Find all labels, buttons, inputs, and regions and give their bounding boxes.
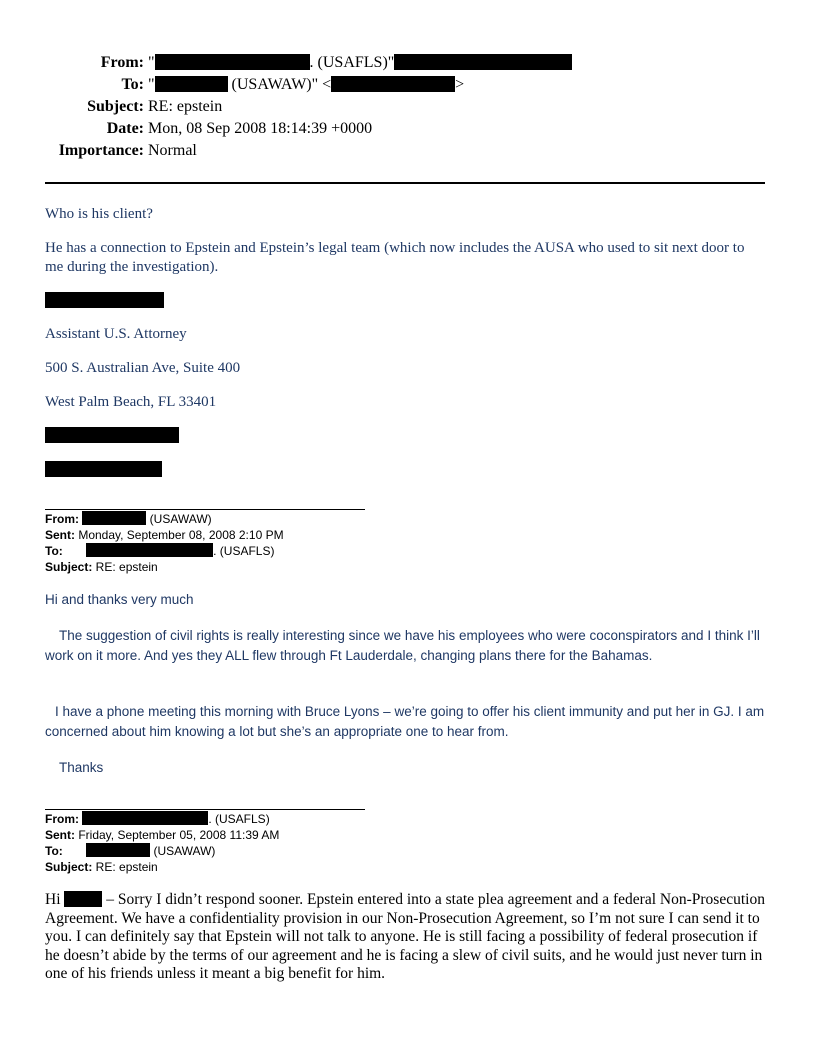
msg2-sent-row bbox=[45, 527, 284, 543]
msg2-to-row bbox=[45, 543, 284, 559]
msg2-paragraph-2: The suggestion of civil rights is really interesting since we have his employees who were coconspirators and I think I’ll work on it more. And yes they ALL flew through Ft Lauderdale, changing plans there for the Bahamas. bbox=[45, 628, 760, 663]
redaction-box bbox=[155, 54, 310, 70]
signature-email-redaction bbox=[45, 461, 162, 477]
msg3-subject-label: Subject: bbox=[45, 860, 93, 874]
msg3-from-label: From: bbox=[45, 812, 79, 826]
message-2-header bbox=[45, 511, 284, 575]
to-value: " (USAWAW)" < > bbox=[148, 76, 465, 93]
redaction-box bbox=[155, 76, 228, 92]
header-date-row bbox=[44, 118, 764, 140]
header-divider bbox=[45, 182, 765, 184]
importance-value: Normal bbox=[148, 142, 197, 159]
subject-label: Subject: bbox=[87, 98, 144, 115]
message-3-header bbox=[45, 811, 279, 875]
msg2-from-value: (USAWAW) bbox=[146, 512, 212, 526]
redaction-box bbox=[331, 76, 455, 92]
from-label: From: bbox=[100, 54, 144, 71]
signature-address: 500 S. Australian Ave, Suite 400 bbox=[45, 360, 241, 376]
msg3-sent-label: Sent: bbox=[45, 828, 75, 842]
message-separator bbox=[45, 809, 365, 810]
signature-city: West Palm Beach, FL 33401 bbox=[45, 394, 217, 410]
email-header bbox=[44, 52, 764, 162]
msg2-to-value: . (USAFLS) bbox=[213, 544, 275, 558]
msg3-body-greeting: Hi bbox=[45, 891, 61, 908]
date-label: Date: bbox=[106, 120, 144, 137]
to-label: To: bbox=[121, 76, 144, 93]
msg3-from-row bbox=[45, 811, 279, 827]
header-from-row bbox=[44, 52, 764, 74]
date-value: Mon, 08 Sep 2008 18:14:39 +0000 bbox=[148, 120, 373, 137]
msg2-sent-label: Sent: bbox=[45, 528, 75, 542]
redaction-box bbox=[64, 891, 102, 907]
msg3-body bbox=[45, 891, 775, 984]
msg2-from-label: From: bbox=[45, 512, 79, 526]
importance-label: Importance: bbox=[58, 142, 144, 159]
msg3-from-value: . (USAFLS) bbox=[208, 812, 270, 826]
reply-line-1: Who is his client? bbox=[45, 206, 153, 222]
redaction-box bbox=[394, 54, 572, 70]
msg3-subject-value: RE: epstein bbox=[92, 860, 158, 874]
msg3-body-text: – Sorry I didn’t respond sooner. Epstein entered into a state plea agreement and a federal Non-Prosecution Agreement. We have a confidentiality provision in our Non-Prosecution Agreement, so I’m not sure I can send it to you. I can definitely say that Epstein will not talk to anyone. He is still facing a possibility of federal prosecution if he doesn’t abide by the terms of our agreement and he is facing a slew of civil suits, and he would just never turn in one of his friends unless it meant a big benefit for him. bbox=[45, 891, 765, 982]
msg3-to-value: (USAWAW) bbox=[150, 844, 216, 858]
from-value: " . (USAFLS)" bbox=[148, 52, 572, 74]
msg3-to-label: To: bbox=[45, 844, 63, 858]
redaction-box bbox=[86, 843, 150, 857]
msg3-to-row bbox=[45, 843, 279, 859]
msg2-paragraph-1: Hi and thanks very much bbox=[45, 592, 194, 607]
msg3-subject-row bbox=[45, 859, 279, 875]
signature-phone-redaction bbox=[45, 427, 179, 443]
msg3-sent-value: Friday, September 05, 2008 11:39 AM bbox=[75, 828, 280, 842]
msg2-subject-value: RE: epstein bbox=[92, 560, 158, 574]
header-to-row bbox=[44, 74, 764, 96]
subject-value: RE: epstein bbox=[148, 98, 223, 115]
msg2-paragraph-4: Thanks bbox=[59, 760, 104, 775]
header-subject-row bbox=[44, 96, 764, 118]
msg2-subject-row bbox=[45, 559, 284, 575]
signature-title: Assistant U.S. Attorney bbox=[45, 326, 187, 342]
msg3-sent-row bbox=[45, 827, 279, 843]
msg2-subject-label: Subject: bbox=[45, 560, 93, 574]
msg2-to-label: To: bbox=[45, 544, 63, 558]
header-importance-row bbox=[44, 140, 764, 162]
redaction-box bbox=[82, 811, 208, 825]
signature-name-redaction bbox=[45, 292, 164, 308]
redaction-box bbox=[82, 511, 146, 525]
msg2-paragraph-3: I have a phone meeting this morning with Bruce Lyons – we’re going to offer his client immunity and put her in GJ. I am concerned about him knowing a lot but she’s an appropriate one to hear from. bbox=[45, 704, 765, 739]
msg2-from-row bbox=[45, 511, 284, 527]
message-separator bbox=[45, 509, 365, 510]
reply-line-2: He has a connection to Epstein and Epstein’s legal team (which now includes the AUSA who used to sit next door to me during the investigation). bbox=[45, 240, 745, 275]
redaction-box bbox=[86, 543, 213, 557]
msg2-sent-value: Monday, September 08, 2008 2:10 PM bbox=[75, 528, 284, 542]
